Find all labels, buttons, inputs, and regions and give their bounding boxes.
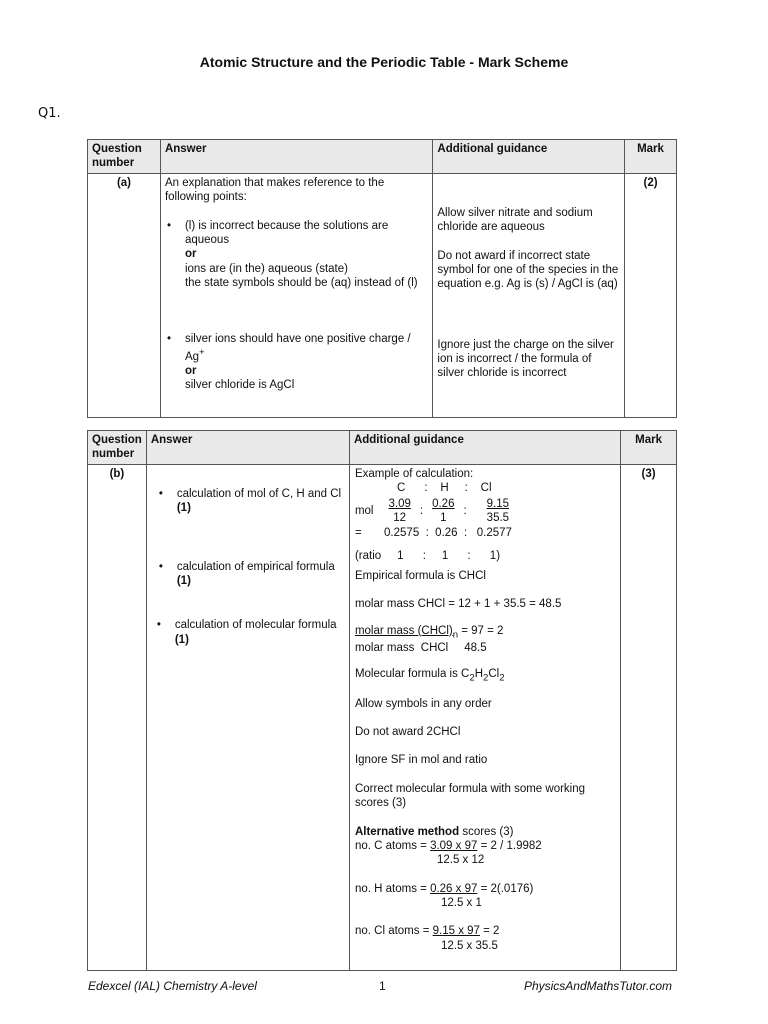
ignore-sf: Ignore SF in mol and ratio bbox=[354, 754, 488, 767]
mol-label: mol bbox=[354, 504, 374, 517]
answer-point-3 bbox=[175, 618, 345, 647]
point-text: (l) is incorrect because the solutions are aqueous bbox=[184, 219, 389, 246]
subscript: 2 bbox=[499, 672, 505, 684]
header-question-number: Question number bbox=[88, 431, 147, 465]
guidance-cell bbox=[433, 173, 625, 417]
guidance-text: Do not award if incorrect state symbol for one of the species in the equation e.g. Ag is (s) / AgCl is (aq) bbox=[437, 249, 619, 291]
point-text: calculation of mol of C, H and Cl bbox=[176, 487, 342, 500]
header-guidance: Additional guidance bbox=[433, 140, 625, 174]
alt-denominator: 12.5 x 35.5 bbox=[440, 939, 498, 952]
header-answer: Answer bbox=[160, 140, 432, 174]
header-mark: Mark bbox=[625, 140, 677, 174]
mm-ratio-num bbox=[355, 624, 616, 641]
part-label: (b) bbox=[88, 464, 147, 970]
mm-numerator: molar mass (CHCl) bbox=[354, 624, 453, 637]
molecular-formula bbox=[355, 667, 616, 684]
header-answer: Answer bbox=[146, 431, 349, 465]
mol-h-denominator: 1 bbox=[440, 511, 447, 524]
point-text: silver ions should have one positive charge / Ag bbox=[184, 333, 411, 363]
alt-label: no. Cl atoms = bbox=[354, 925, 433, 938]
answer-point-1 bbox=[177, 487, 345, 516]
mm-denominator: molar mass CHCl 48.5 bbox=[354, 642, 487, 655]
answer-point-2 bbox=[185, 332, 428, 392]
header-mark: Mark bbox=[621, 431, 677, 465]
mol-cl-numerator: 9.15 bbox=[486, 497, 510, 510]
mol-h-numerator: 0.26 bbox=[432, 497, 455, 510]
question-label: Q1. bbox=[38, 106, 61, 121]
alt-numerator: 0.26 x 97 bbox=[430, 882, 478, 895]
point-text: calculation of molecular formula bbox=[174, 619, 337, 632]
or-label: or bbox=[184, 248, 197, 261]
footer-right: PhysicsAndMathsTutor.com bbox=[523, 979, 672, 993]
answer-cell bbox=[146, 464, 349, 970]
mol-c-numerator: 3.09 bbox=[388, 497, 411, 510]
alt-c-line bbox=[355, 839, 616, 853]
mol-cl-denominator: 35.5 bbox=[486, 511, 510, 524]
alt-result: = 2 bbox=[479, 925, 500, 938]
mark-one: (1) bbox=[176, 574, 191, 587]
molar-mass: molar mass CHCl = 12 + 1 + 35.5 = 48.5 bbox=[354, 598, 562, 611]
or-label: or bbox=[184, 364, 197, 377]
mark-one: (1) bbox=[174, 633, 189, 646]
mark-scheme-table-a bbox=[87, 139, 677, 418]
no-award: Do not award 2CHCl bbox=[354, 726, 461, 739]
part-label: (a) bbox=[88, 173, 161, 417]
answer-point-1 bbox=[185, 219, 428, 291]
header-guidance: Additional guidance bbox=[349, 431, 620, 465]
subscript: n bbox=[452, 629, 459, 641]
header-question-number: Question number bbox=[88, 140, 161, 174]
mf-h: H bbox=[474, 668, 483, 681]
alt-result: = 2(.0176) bbox=[477, 882, 534, 895]
ratio-header: C : H : Cl bbox=[396, 482, 492, 495]
answer-point-2 bbox=[177, 560, 345, 589]
allow-order: Allow symbols in any order bbox=[354, 697, 492, 710]
subscript: 2 bbox=[469, 672, 475, 684]
ratio-row: (ratio 1 : 1 : 1) bbox=[354, 549, 501, 562]
mf-cl: Cl bbox=[488, 668, 500, 681]
mm-equals: = 97 = 2 bbox=[458, 624, 504, 637]
footer-left: Edexcel (IAL) Chemistry A-level bbox=[88, 979, 257, 993]
answer-cell bbox=[160, 173, 432, 417]
alt-heading: Alternative method bbox=[354, 825, 460, 838]
mark-value: (2) bbox=[625, 173, 677, 417]
footer-page-number: 1 bbox=[379, 979, 386, 993]
subscript: 2 bbox=[483, 672, 489, 684]
alt-label: no. C atoms = bbox=[354, 839, 431, 852]
page-title: Atomic Structure and the Periodic Table - Mark Scheme bbox=[199, 54, 569, 70]
point-alt: the state symbols should be (aq) instead of (l) bbox=[184, 277, 418, 289]
alt-scores: scores (3) bbox=[459, 825, 514, 838]
mark-scheme-table-b bbox=[87, 430, 677, 971]
alt-cl-line bbox=[355, 924, 616, 938]
point-alt: ions are (in the) aqueous (state) bbox=[184, 262, 348, 275]
alt-denominator: 12.5 x 1 bbox=[440, 897, 482, 910]
guidance-text: Allow silver nitrate and sodium chloride are aqueous bbox=[437, 206, 593, 234]
answer-intro: An explanation that makes reference to the following points: bbox=[164, 176, 385, 204]
mark-value: (3) bbox=[621, 464, 677, 970]
superscript: + bbox=[199, 346, 205, 358]
alt-label: no. H atoms = bbox=[354, 882, 431, 895]
mol-values-row: = 0.2575 : 0.26 : 0.2577 bbox=[354, 527, 512, 540]
mf-text: Molecular formula is C bbox=[354, 668, 470, 681]
correct-mf: Correct molecular formula with some working scores (3) bbox=[354, 782, 586, 810]
guidance-text: Ignore just the charge on the silver ion is incorrect / the formula of silver chloride is incorrect bbox=[437, 338, 614, 380]
empirical-formula: Empirical formula is CHCl bbox=[354, 570, 486, 582]
alt-heading-line bbox=[355, 825, 616, 839]
example-heading: Example of calculation: bbox=[354, 467, 474, 480]
mol-c-denominator: 12 bbox=[393, 511, 407, 524]
alt-result: = 2 / 1.9982 bbox=[477, 839, 542, 852]
alt-denominator: 12.5 x 12 bbox=[436, 854, 485, 867]
guidance-cell bbox=[349, 464, 620, 970]
point-alt: silver chloride is AgCl bbox=[184, 379, 295, 392]
point-text: calculation of empirical formula bbox=[176, 560, 335, 573]
mol-row: mol $\frac{3.09}{12}$ : $\frac{0.26}{1}$ : $\frac{9.15}{35.5}$ bbox=[355, 497, 616, 526]
mark-one: (1) bbox=[176, 502, 191, 515]
alt-numerator: 3.09 x 97 bbox=[430, 839, 478, 852]
alt-numerator: 9.15 x 97 bbox=[432, 925, 480, 938]
alt-h-line bbox=[355, 882, 616, 896]
